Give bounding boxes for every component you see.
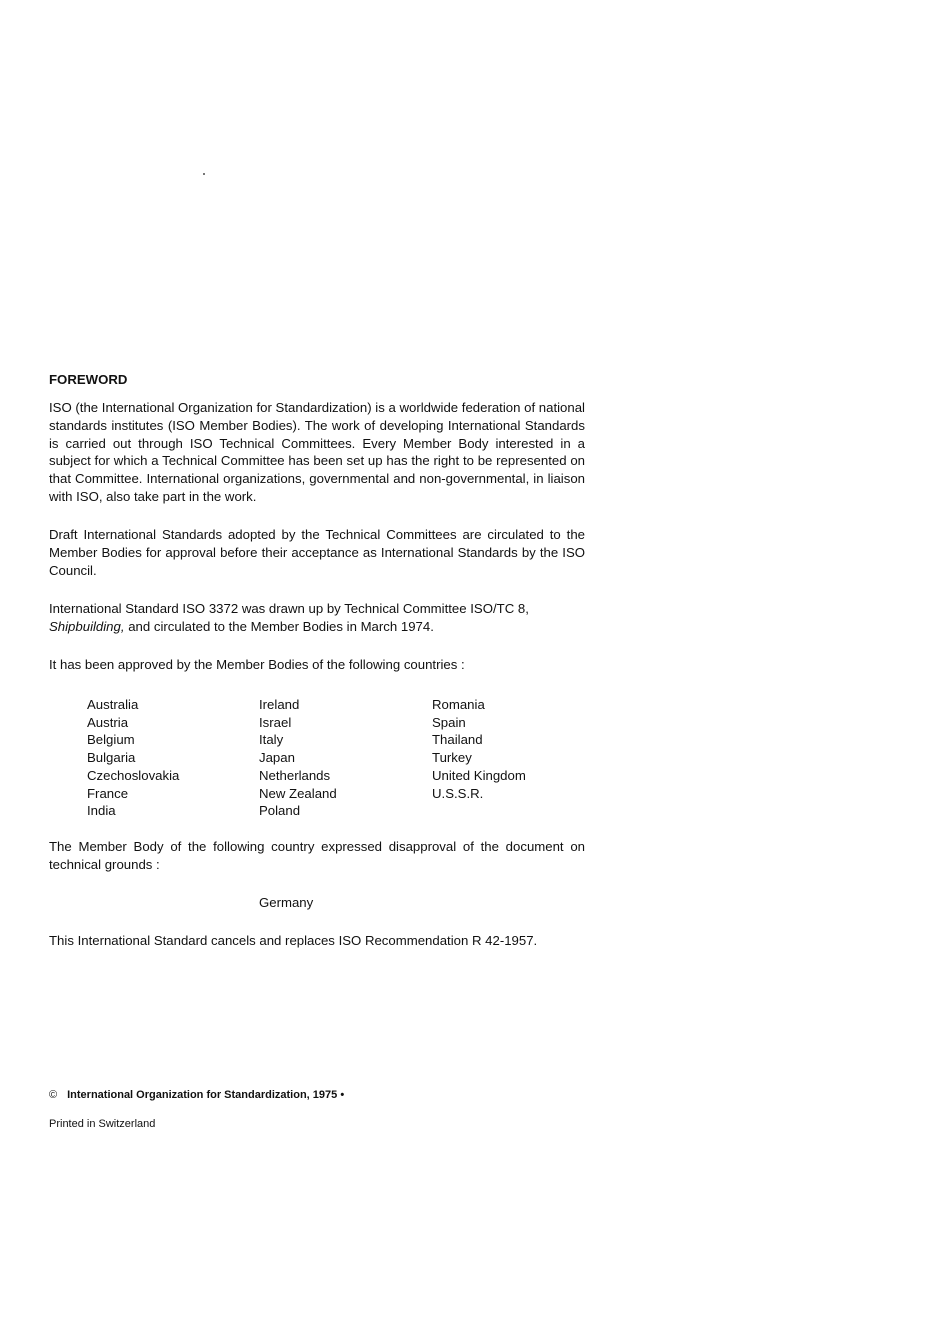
country: Australia xyxy=(87,697,139,712)
paragraph-text: The Member Body of the following country expressed disapproval of the document on technical grounds : xyxy=(49,839,585,872)
origin-text: International Standard ISO 3372 was drawn up by Technical Committee ISO/TC 8, xyxy=(49,601,529,616)
country: Czechoslovakia xyxy=(87,767,180,783)
committee-title: Shipbuilding, xyxy=(49,618,125,634)
speck xyxy=(203,173,205,175)
country: Romania xyxy=(432,697,485,712)
country: Turkey xyxy=(432,750,472,766)
country: Netherlands xyxy=(259,767,331,783)
paragraph-text: This International Standard cancels and replaces ISO Recommendation R 42-1957. xyxy=(49,933,538,948)
printed-in: Printed in Switzerland xyxy=(49,1118,156,1130)
country: India xyxy=(87,803,116,819)
country: Ireland xyxy=(259,697,300,712)
paragraph-text: ISO (the International Organization for Standardization) is a worldwide federation of national standards institutes (ISO Member Bodies). The work of developing International Standards is carried out through ISO Technical Committees. Every Member Body interested in a subject for which a Technical Committee has been set up has the right to be represented on that Committee. International organizations, governmental and non-governmental, in liaison with ISO, also take part in the work. xyxy=(49,400,585,504)
origin-text-end: and circulated to the Member Bodies in March 1974. xyxy=(124,618,434,634)
country-column-3 xyxy=(432,696,526,802)
country: Belgium xyxy=(87,732,135,748)
paragraph-text: Draft International Standards adopted by the Technical Committees are circulated to the Member Bodies for approval before their acceptance as International Standards by the ISO Council. xyxy=(49,527,585,578)
country: Italy xyxy=(259,732,284,748)
copyright-text: International Organization for Standardization, 1975 • xyxy=(67,1089,345,1101)
paragraph-approval xyxy=(49,656,585,674)
paragraph-cancels xyxy=(49,932,585,950)
disapproving-country: Germany xyxy=(259,895,314,910)
country: France xyxy=(87,785,129,801)
country: Spain xyxy=(432,714,466,730)
paragraph-draft-standards xyxy=(49,526,585,579)
country: United Kingdom xyxy=(432,767,526,783)
country: New Zealand xyxy=(259,785,337,801)
paragraph-origin xyxy=(49,600,585,636)
copyright-icon: © xyxy=(49,1089,58,1101)
paragraph-iso-intro xyxy=(49,399,585,506)
country: Poland xyxy=(259,803,301,819)
country: U.S.S.R. xyxy=(432,785,484,801)
country-column-2 xyxy=(259,696,337,820)
country-column-1 xyxy=(87,696,179,820)
paragraph-disapproval xyxy=(49,838,585,874)
foreword-heading: FOREWORD xyxy=(49,372,128,387)
paragraph-text xyxy=(49,600,585,636)
paragraph-text: It has been approved by the Member Bodies of the following countries : xyxy=(49,657,465,672)
country: Thailand xyxy=(432,732,483,748)
country: Bulgaria xyxy=(87,750,136,766)
country: Austria xyxy=(87,714,129,730)
country: Israel xyxy=(259,714,292,730)
country: Japan xyxy=(259,750,295,766)
copyright-line xyxy=(49,1089,344,1101)
